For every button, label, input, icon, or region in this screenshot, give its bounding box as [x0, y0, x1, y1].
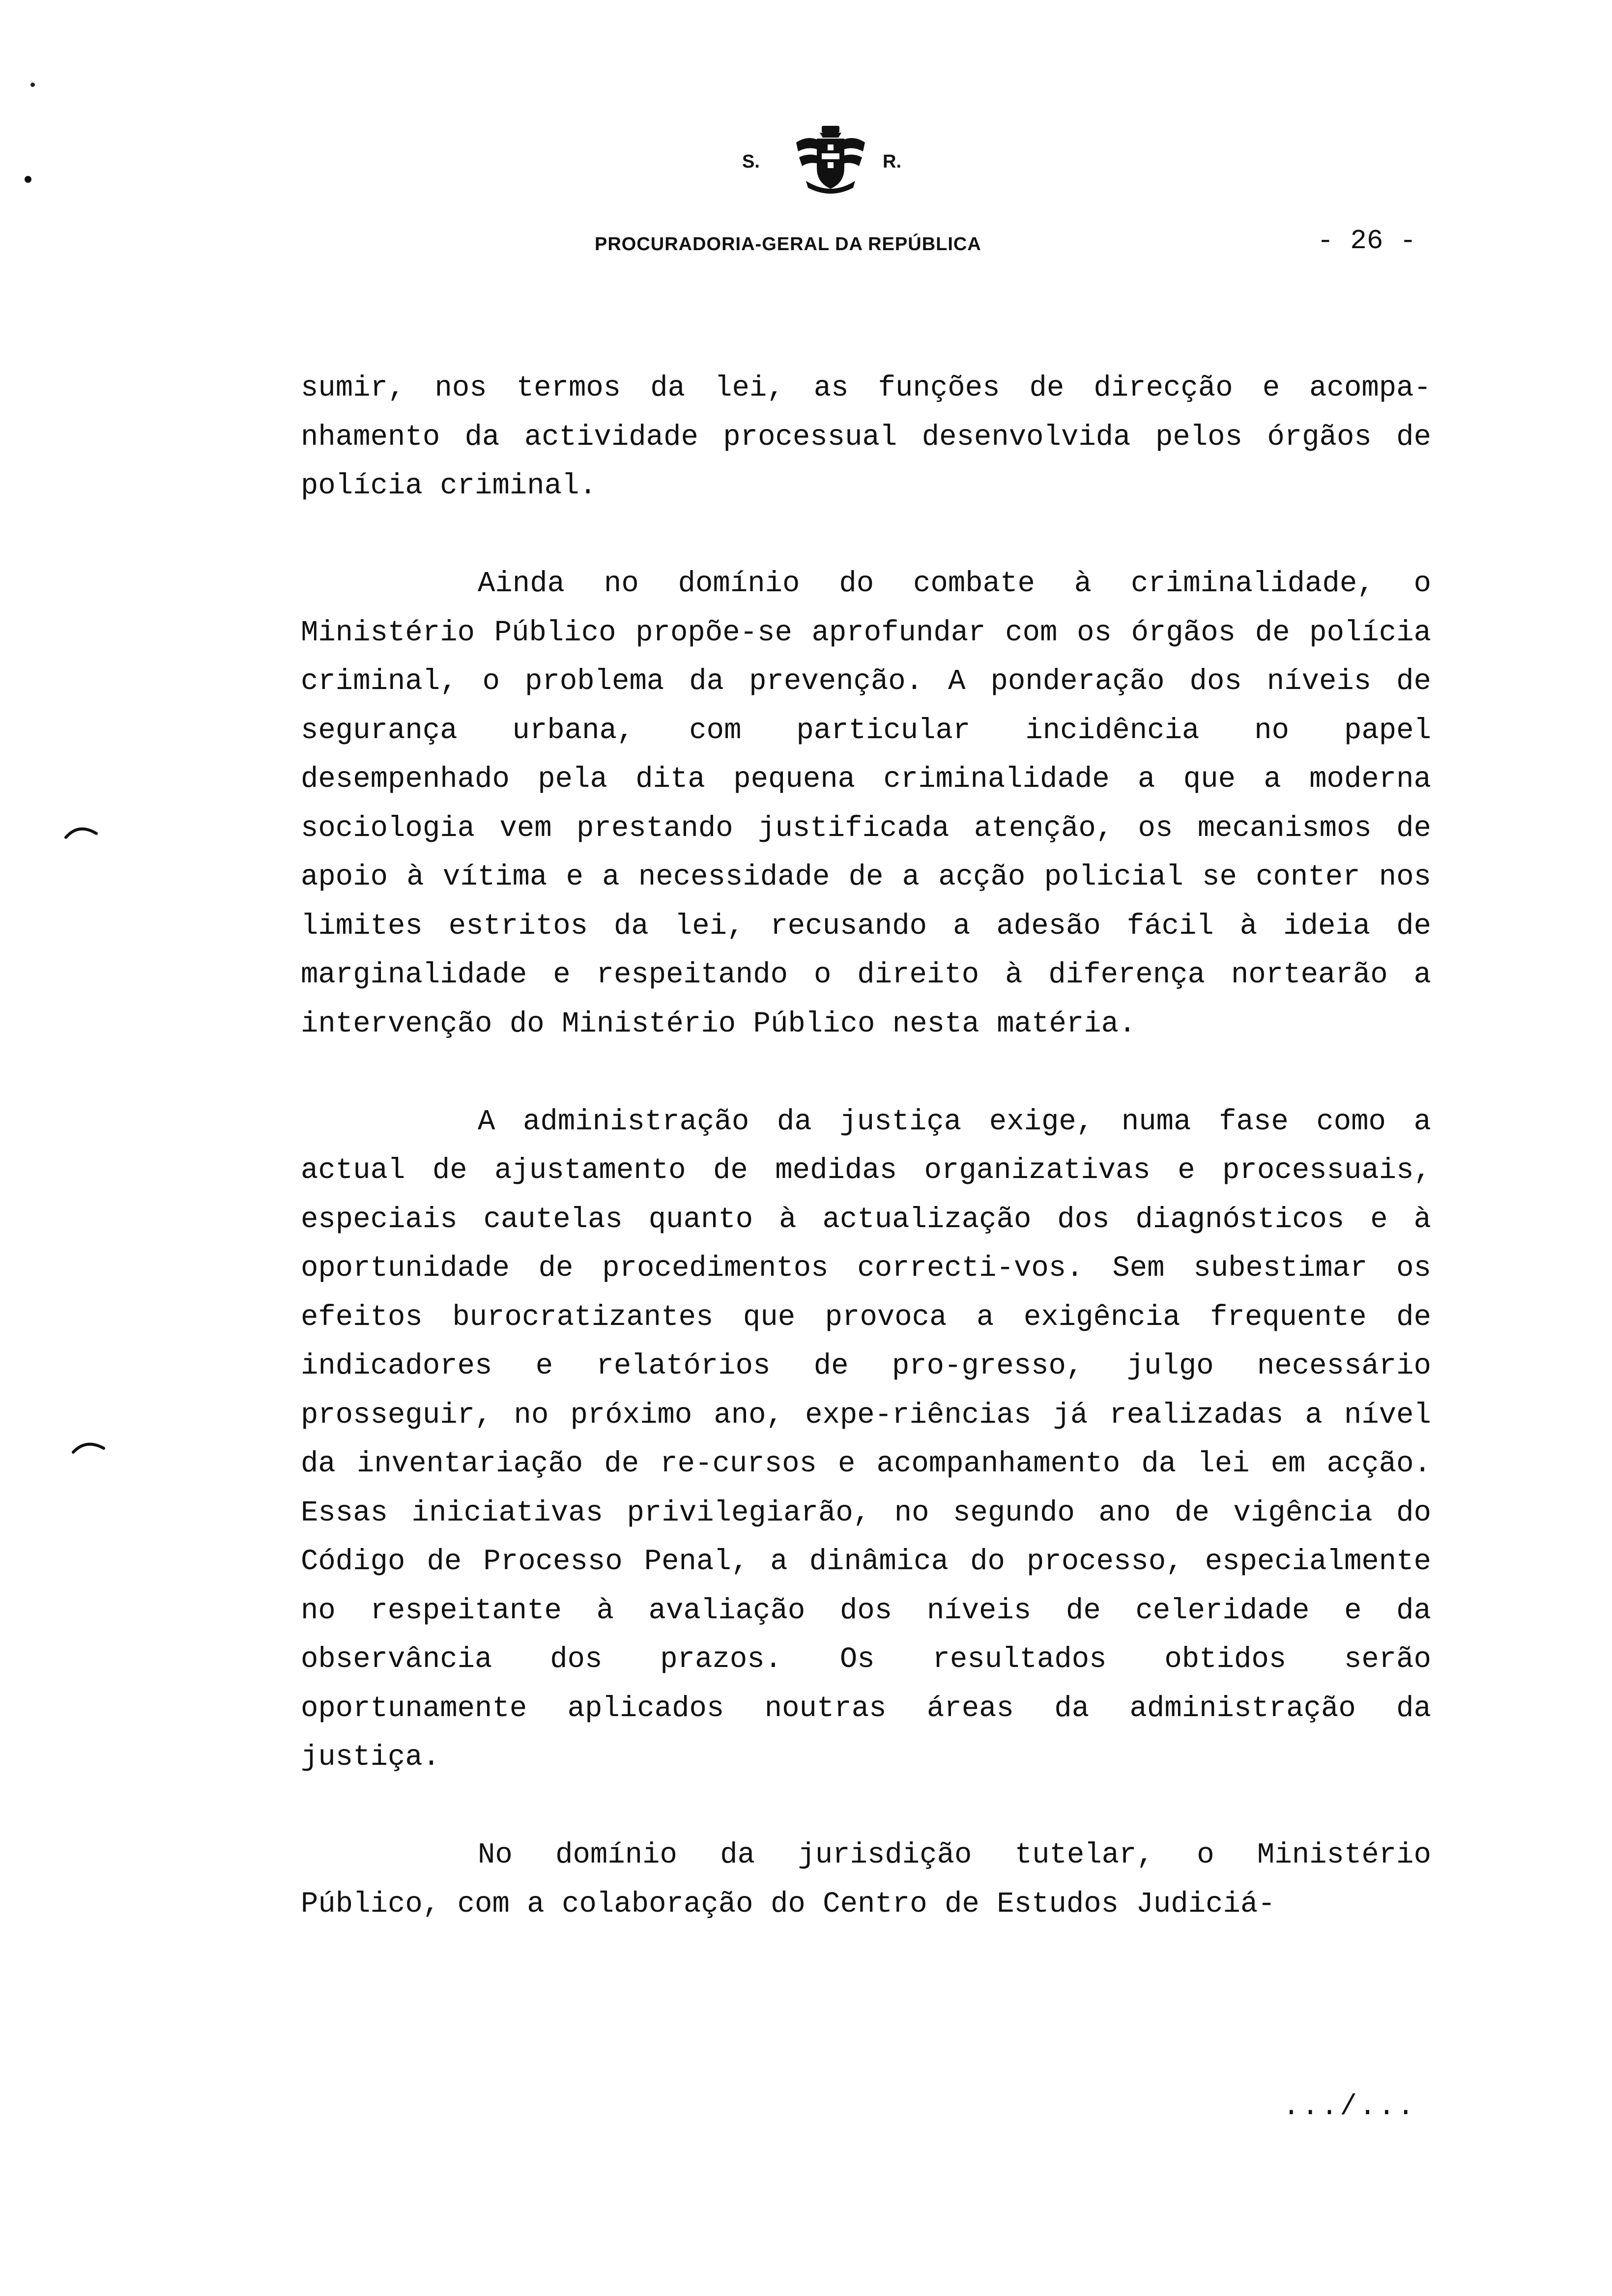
scan-speck [25, 176, 31, 183]
continuation-mark: .../... [1283, 2091, 1416, 2123]
paragraph: Ainda no domínio do combate à criminalidade, o Ministério Público propõe-se aprofundar com os órgãos de polícia criminal, o problema da prevenção. A ponderação dos níveis de segurança urbana, com particular incidência no papel desempenhado pela dita pequena criminalidade a que a moderna sociologia vem prestando justificada atenção, os mecanismos de apoio à vítima e a necessidade de a acção policial se conter nos limites estritos da lei, recusando a adesão fácil à ideia de marginalidade e respeitando o direito à diferença nortearão a intervenção do Ministério Público nesta matéria. [301, 567, 1431, 1040]
page-number: - 26 - [1317, 225, 1416, 257]
hole-punch-mark [71, 1437, 106, 1455]
document-body [301, 364, 1431, 1928]
letterhead-letter-r: R. [883, 151, 901, 172]
institution-name: PROCURADORIA-GERAL DA REPÚBLICA [595, 234, 981, 255]
paragraph: A administração da justiça exige, numa fase como a actual de ajustamento de medidas organizativas e processuais, especiais cautelas quanto à actualização dos diagnósticos e à oportunidade de procedimentos correcti-vos. Sem subestimar os efeitos burocratizantes que provoca a exigência frequente de indicadores e relatórios de pro-gresso, julgo necessário prosseguir, no próximo ano, expe-riências já realizadas a nível da inventariação de re-cursos e acompanhamento da lei em acção. Essas iniciativas privilegiarão, no segundo ano de vigência do Código de Processo Penal, a dinâmica do processo, especialmente no respeitante à avaliação dos níveis de celeridade e da observância dos prazos. Os resultados obtidos serão oportunamente aplicados noutras áreas da administração da justiça. [301, 1105, 1431, 1774]
paragraph: sumir, nos termos da lei, as funções de direcção e acompa-nhamento da actividade processual desenvolvida pelos órgãos de polícia criminal. [301, 372, 1431, 502]
letterhead-letter-s: S. [742, 151, 760, 172]
paragraph: No domínio da jurisdição tutelar, o Ministério Público, com a colaboração do Centro de Estudos Judiciá- [301, 1838, 1431, 1921]
hole-punch-mark [64, 822, 98, 839]
scan-speck [30, 83, 35, 87]
letterhead [718, 123, 924, 197]
coat-of-arms-icon [791, 123, 870, 197]
